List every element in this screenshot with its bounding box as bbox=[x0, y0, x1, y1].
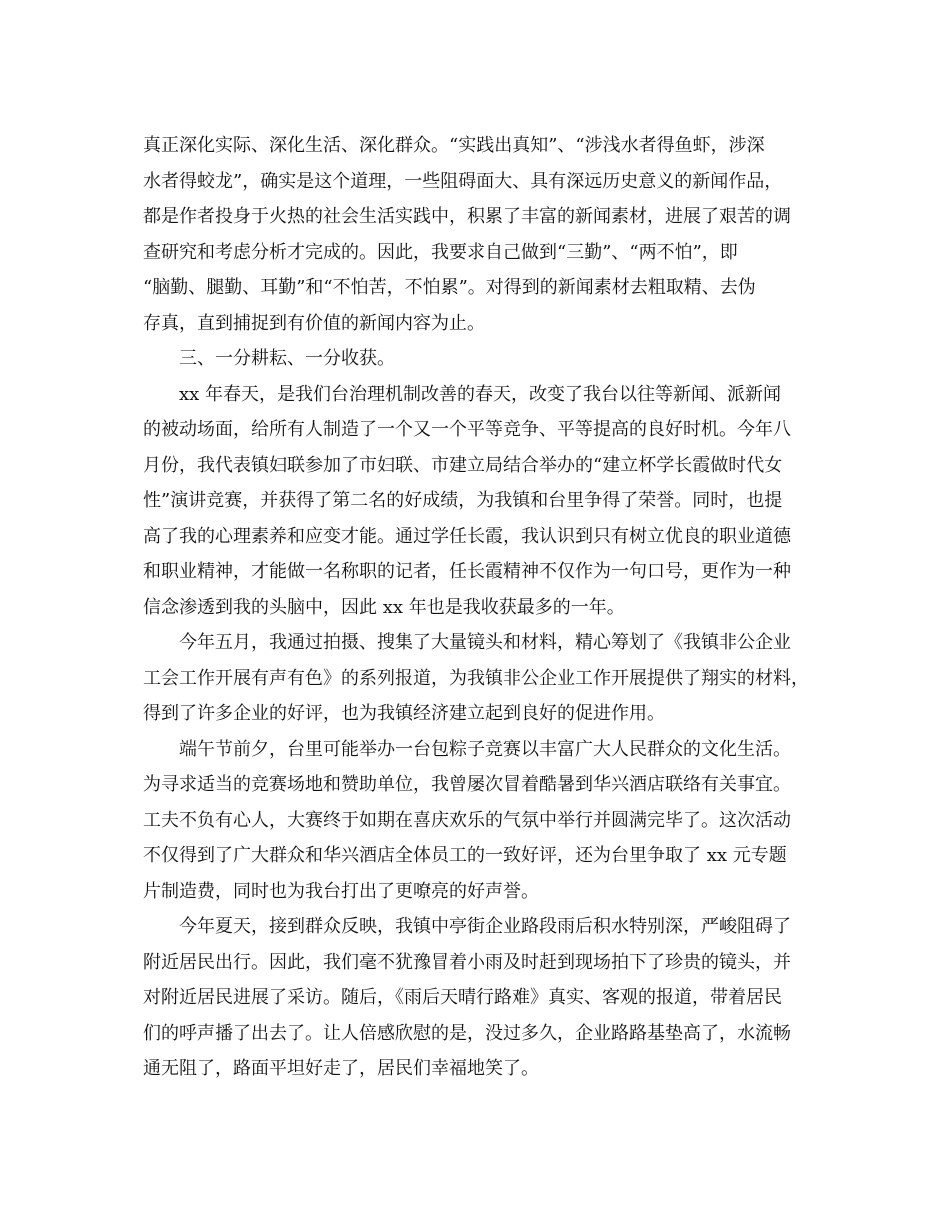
paragraph-start: 今年五月，我通过拍摄、搜集了大量镜头和材料，精心筹划了《我镇非公企业 bbox=[179, 632, 791, 653]
text-line: 不仅得到了广大群众和华兴酒店全体员工的一致好评，还为台里争取了 xx 元专题 bbox=[143, 845, 787, 866]
text-line: 为寻求适当的竞赛场地和赞助单位，我曾屡次冒着酷暑到华兴酒店联络有关事宜。 bbox=[143, 774, 791, 795]
text-line: “脑勤、腿勤、耳勤”和“不怕苦，不怕累”。对得到的新闻素材去粗取精、去伪 bbox=[143, 277, 756, 298]
paragraph-start: 今年夏天，接到群众反映，我镇中亭街企业路段雨后积水特别深，严峻阻碍了 bbox=[179, 916, 791, 937]
text-line: 和职业精神，才能做一名称职的记者，任长霞精神不仅作为一句口号，更作为一种 bbox=[143, 561, 791, 582]
text-line: 通无阻了，路面平坦好走了，居民们幸福地笑了。 bbox=[143, 1058, 539, 1079]
body-text bbox=[143, 128, 823, 1087]
text-line: 月份，我代表镇妇联参加了市妇联、市建立局结合举办的“建立杯学长霞做时代女 bbox=[143, 454, 783, 476]
paragraph-start: xx 年春天，是我们台治理机制改善的春天，改变了我台以往等新闻、派新闻 bbox=[179, 383, 782, 405]
text-line: 们的呼声播了出去了。让人倍感欣慰的是，没过多久，企业路路基垫高了，水流畅 bbox=[143, 1022, 791, 1044]
text-line: 查研究和考虑分析才完成的。因此，我要求自己做到“三勤”、“两不怕”，即 bbox=[143, 241, 738, 263]
text-line: 水者得蛟龙”，确实是这个道理，一些阻碍面大、具有深远历史意义的新闻作品， bbox=[143, 170, 783, 192]
text-line: 对附近居民进展了采访。随后，《雨后天晴行路难》真实、客观的报道，带着居民 bbox=[143, 987, 782, 1008]
text-line: 存真，直到捕捉到有价值的新闻内容为止。 bbox=[143, 312, 485, 334]
text-line: 都是作者投身于火热的社会生活实践中，积累了丰富的新闻素材，进展了艰苦的调 bbox=[143, 206, 791, 227]
text-line: 性”演讲竞赛，并获得了第二名的好成绩，为我镇和台里争得了荣誉。同时，也提 bbox=[143, 490, 783, 511]
section-heading: 三、一分耕耘、一分收获。 bbox=[179, 348, 395, 369]
text-line: 高了我的心理素养和应变才能。通过学任长霞，我认识到只有树立优良的职业道德 bbox=[143, 525, 791, 547]
text-line: 真正深化实际、深化生活、深化群众。“实践出真知”、“涉浅水者得鱼虾，涉深 bbox=[143, 135, 765, 156]
text-line: 附近居民出行。因此，我们毫不犹豫冒着小雨及时赶到现场拍下了珍贵的镜头，并 bbox=[143, 951, 791, 973]
text-line: 得到了许多企业的好评，也为我镇经济建立起到良好的促进作用。 bbox=[143, 703, 665, 724]
text-line: 片制造费，同时也为我台打出了更嘹亮的好声誉。 bbox=[143, 880, 539, 902]
text-line: 信念渗透到我的头脑中，因此 xx 年也是我收获最多的一年。 bbox=[143, 596, 625, 618]
paragraph-start: 端午节前夕，台里可能举办一台包粽子竞赛以丰富广大人民群众的文化生活。 bbox=[179, 738, 791, 760]
text-line: 的被动场面，给所有人制造了一个又一个平等竞争、平等提高的良好时机。今年八 bbox=[143, 419, 791, 440]
text-line: 工夫不负有心人，大赛终于如期在喜庆欢乐的气氛中举行并圆满完毕了。这次活动 bbox=[143, 809, 791, 831]
text-line: 工会工作开展有声有色》的系列报道，为我镇非公企业工作开展提供了翔实的材料， bbox=[143, 667, 809, 689]
